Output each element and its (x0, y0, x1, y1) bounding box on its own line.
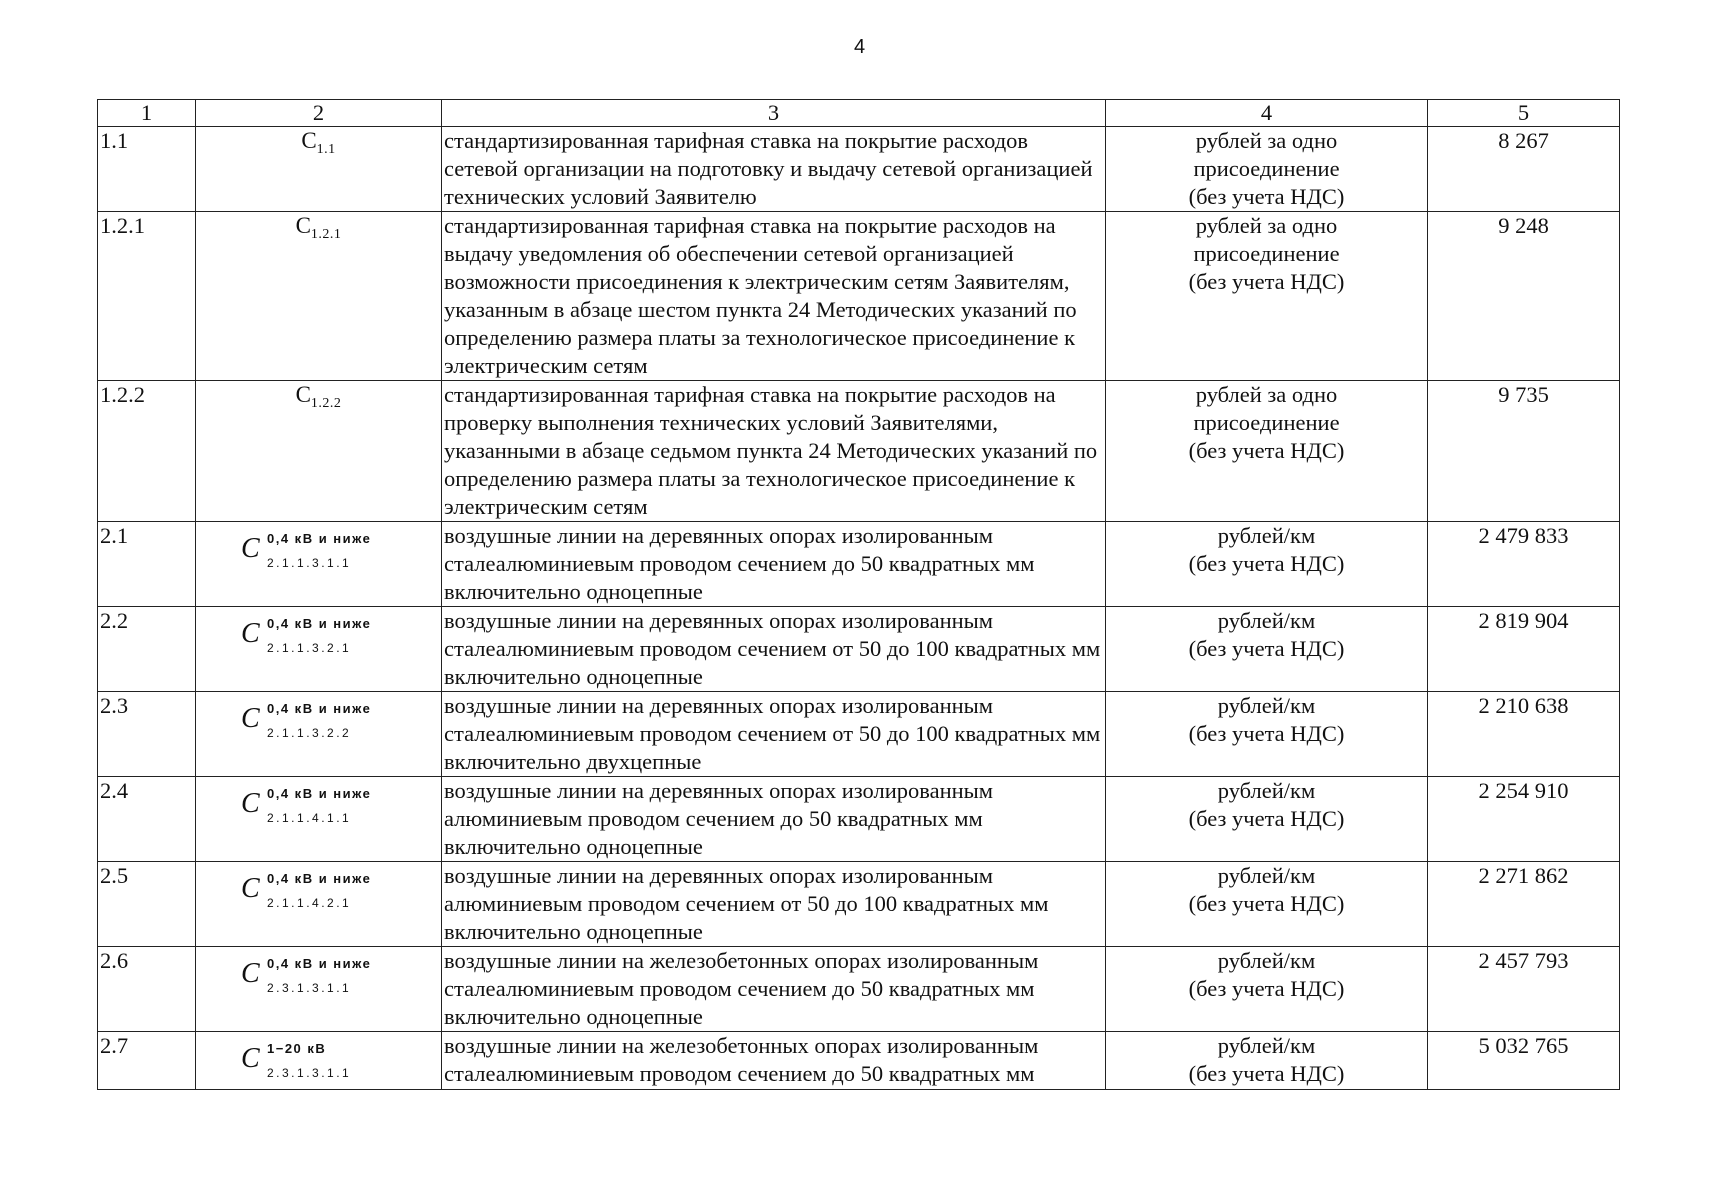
row-number: 2.1 (98, 522, 196, 607)
symbol-subscript: 2.1.1.3.2.2 (267, 726, 352, 740)
unit-line: рублей/км (1217, 693, 1316, 718)
header-row (98, 100, 1620, 127)
unit-line: рублей/км (1217, 523, 1316, 548)
unit-line: рублей/км (1217, 608, 1316, 633)
rate-value: 9 735 (1428, 381, 1620, 522)
symbol-superscript: 0,4 кВ и ниже (267, 616, 372, 631)
symbol-subscript: 1.1 (316, 142, 336, 157)
table-row (98, 607, 1620, 692)
rate-description: воздушные линии на деревянных опорах изолированным сталеалюминиевым проводом сечением от 50 до 100 квадратных мм включительно одноцепные (442, 607, 1106, 692)
rate-symbol (196, 212, 442, 381)
row-number: 2.6 (98, 947, 196, 1032)
rate-description: воздушные линии на деревянных опорах изолированным алюминиевым проводом сечением до 50 квадратных мм включительно одноцепные (442, 777, 1106, 862)
unit-line: рублей за одно (1195, 382, 1338, 407)
unit-line: рублей/км (1217, 1033, 1316, 1058)
rate-symbol-formula (241, 1034, 396, 1082)
table-body (98, 127, 1620, 1090)
table-row (98, 692, 1620, 777)
row-number: 1.2.1 (98, 212, 196, 381)
unit-line: присоединение (1193, 410, 1340, 435)
symbol-letter: C (295, 213, 311, 238)
rate-symbol-formula (301, 127, 335, 159)
column-header-4: 4 (1106, 100, 1428, 127)
unit-line: рублей за одно (1195, 213, 1338, 238)
rate-symbol (196, 1032, 442, 1090)
rate-symbol (196, 692, 442, 777)
unit-line: (без учета НДС) (1188, 806, 1345, 831)
symbol-letter: C (241, 533, 260, 564)
symbol-subscript: 2.1.1.3.1.1 (267, 556, 352, 570)
symbol-superscript: 0,4 кВ и ниже (267, 786, 372, 801)
symbol-letter: C (301, 128, 317, 153)
rate-symbol-formula (296, 381, 342, 413)
row-number: 1.2.2 (98, 381, 196, 522)
column-header-3: 3 (442, 100, 1106, 127)
tariff-table (97, 99, 1620, 1090)
rate-value: 2 210 638 (1428, 692, 1620, 777)
rate-symbol (196, 522, 442, 607)
row-number: 2.5 (98, 862, 196, 947)
rate-value: 2 254 910 (1428, 777, 1620, 862)
rate-description: воздушные линии на железобетонных опорах изолированным сталеалюминиевым проводом сечением до 50 квадратных мм (442, 1032, 1106, 1090)
column-header-1: 1 (98, 100, 196, 127)
rate-unit (1106, 607, 1428, 692)
symbol-subscript: 2.1.1.4.2.1 (267, 896, 352, 910)
unit-line: (без учета НДС) (1188, 184, 1345, 209)
row-number: 2.4 (98, 777, 196, 862)
rate-unit (1106, 777, 1428, 862)
rate-value: 2 819 904 (1428, 607, 1620, 692)
rate-symbol-formula (241, 779, 396, 827)
symbol-letter: C (241, 958, 260, 989)
symbol-subscript: 1.2.1 (310, 227, 342, 242)
rate-description: стандартизированная тарифная ставка на покрытие расходов сетевой организации на подготовку и выдачу сетевой организацией технических условий Заявителю (442, 127, 1106, 212)
symbol-letter: C (241, 873, 260, 904)
row-number: 1.1 (98, 127, 196, 212)
symbol-letter: C (295, 382, 311, 407)
rate-symbol-formula (241, 949, 396, 997)
rate-description: воздушные линии на деревянных опорах изолированным алюминиевым проводом сечением от 50 до 100 квадратных мм включительно одноцепные (442, 862, 1106, 947)
unit-line: (без учета НДС) (1188, 1061, 1345, 1086)
rate-unit (1106, 1032, 1428, 1090)
symbol-letter: C (241, 618, 260, 649)
table-row (98, 127, 1620, 212)
unit-line: присоединение (1193, 156, 1340, 181)
symbol-subscript: 2.3.1.3.1.1 (267, 981, 352, 995)
rate-symbol-formula (241, 609, 396, 657)
rate-value: 2 479 833 (1428, 522, 1620, 607)
rate-symbol (196, 777, 442, 862)
rate-value: 8 267 (1428, 127, 1620, 212)
table-row (98, 522, 1620, 607)
rate-unit (1106, 381, 1428, 522)
rate-description: воздушные линии на железобетонных опорах изолированным сталеалюминиевым проводом сечением до 50 квадратных мм включительно одноцепные (442, 947, 1106, 1032)
table-row (98, 212, 1620, 381)
symbol-subscript: 1.2.2 (310, 396, 342, 411)
rate-value: 9 248 (1428, 212, 1620, 381)
rate-description: стандартизированная тарифная ставка на покрытие расходов на выдачу уведомления об обеспечении сетевой организацией возможности присоединения к электрическим сетям Заявителям, указанным в абзаце шестом пункта 24 Методических указаний по определению размера платы за технологическое присоединение к электрическим сетям (442, 212, 1106, 381)
symbol-superscript: 0,4 кВ и ниже (267, 956, 372, 971)
unit-line: рублей/км (1217, 863, 1316, 888)
row-number: 2.3 (98, 692, 196, 777)
unit-line: (без учета НДС) (1188, 551, 1345, 576)
symbol-superscript: 1−20 кВ (267, 1041, 327, 1056)
symbol-letter: C (241, 788, 260, 819)
rate-unit (1106, 692, 1428, 777)
unit-line: (без учета НДС) (1188, 721, 1345, 746)
symbol-superscript: 0,4 кВ и ниже (267, 871, 372, 886)
unit-line: (без учета НДС) (1188, 891, 1345, 916)
symbol-letter: C (241, 703, 260, 734)
rate-symbol-formula (296, 212, 342, 244)
rate-description: воздушные линии на деревянных опорах изолированным сталеалюминиевым проводом сечением до 50 квадратных мм включительно одноцепные (442, 522, 1106, 607)
table-row (98, 947, 1620, 1032)
column-header-5: 5 (1428, 100, 1620, 127)
rate-description: воздушные линии на деревянных опорах изолированным сталеалюминиевым проводом сечением от 50 до 100 квадратных мм включительно двухцепные (442, 692, 1106, 777)
unit-line: (без учета НДС) (1188, 976, 1345, 1001)
rate-symbol-formula (241, 524, 396, 572)
row-number: 2.7 (98, 1032, 196, 1090)
symbol-subscript: 2.1.1.3.2.1 (267, 641, 352, 655)
rate-value: 2 271 862 (1428, 862, 1620, 947)
rate-symbol (196, 862, 442, 947)
rate-value: 2 457 793 (1428, 947, 1620, 1032)
table-row (98, 1032, 1620, 1090)
rate-symbol (196, 381, 442, 522)
rate-unit (1106, 212, 1428, 381)
table-row (98, 381, 1620, 522)
symbol-subscript: 2.3.1.3.1.1 (267, 1066, 352, 1080)
unit-line: рублей/км (1217, 948, 1316, 973)
symbol-subscript: 2.1.1.4.1.1 (267, 811, 352, 825)
symbol-superscript: 0,4 кВ и ниже (267, 701, 372, 716)
rate-unit (1106, 522, 1428, 607)
unit-line: присоединение (1193, 241, 1340, 266)
unit-line: (без учета НДС) (1188, 269, 1345, 294)
rate-symbol (196, 947, 442, 1032)
rate-unit (1106, 127, 1428, 212)
symbol-superscript: 0,4 кВ и ниже (267, 531, 372, 546)
rate-unit (1106, 862, 1428, 947)
unit-line: (без учета НДС) (1188, 636, 1345, 661)
unit-line: (без учета НДС) (1188, 438, 1345, 463)
row-number: 2.2 (98, 607, 196, 692)
table-row (98, 777, 1620, 862)
rate-symbol-formula (241, 864, 396, 912)
rate-symbol (196, 607, 442, 692)
unit-line: рублей за одно (1195, 128, 1338, 153)
symbol-letter: C (241, 1043, 260, 1074)
column-header-2: 2 (196, 100, 442, 127)
rate-unit (1106, 947, 1428, 1032)
page-number: 4 (853, 36, 866, 58)
table-row (98, 862, 1620, 947)
unit-line: рублей/км (1217, 778, 1316, 803)
rate-symbol (196, 127, 442, 212)
rate-value: 5 032 765 (1428, 1032, 1620, 1090)
rate-symbol-formula (241, 694, 396, 742)
rate-description: стандартизированная тарифная ставка на покрытие расходов на проверку выполнения технических условий Заявителями, указанными в абзаце седьмом пункта 24 Методических указаний по определению размера платы за технологическое присоединение к электрическим сетям (442, 381, 1106, 522)
